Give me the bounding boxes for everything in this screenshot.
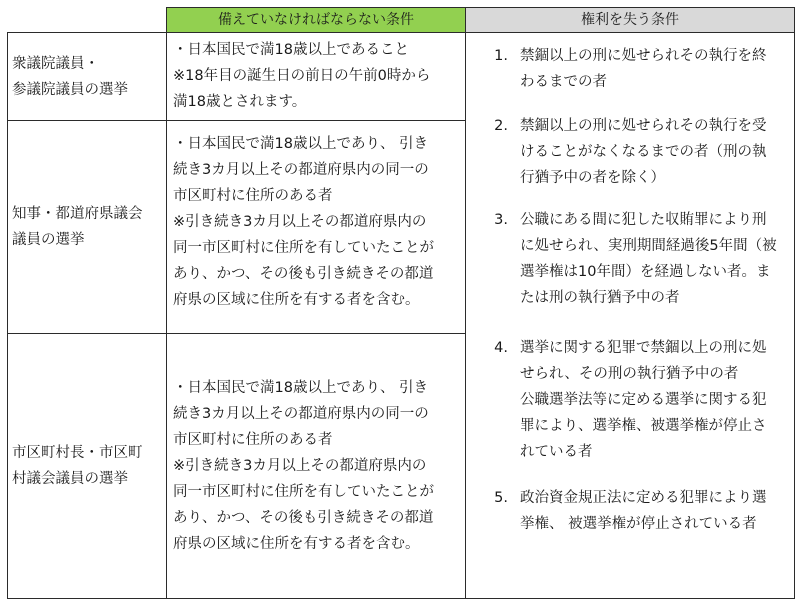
condition-line: ※18年目の誕生日の前日の午前0時から — [173, 68, 431, 84]
rights-item-line: 政治資金規正法に定める犯罪により選 — [520, 490, 767, 506]
condition-line: あり、かつ、その後も引き続きその都道 — [173, 510, 434, 526]
rights-item-line: 選挙に関する犯罪で禁錮以上の刑に処 — [520, 340, 767, 356]
row-label-line: 市区町村長・市区町 — [12, 445, 143, 461]
rights-item — [466, 485, 788, 537]
condition-line: 同一市区町村に住所を有していたことが — [173, 484, 434, 500]
rights-item-line: 公職選挙法等に定める選挙に関する犯 — [520, 392, 767, 408]
rights-item-line: 禁錮以上の刑に処せられその執行を終 — [520, 48, 767, 64]
rights-item-line: たは刑の執行猶予中の者 — [520, 290, 680, 306]
rights-item-line: に処せられ、実刑期間経過後5年間（被 — [520, 238, 777, 254]
condition-line: あり、かつ、その後も引き続きその都道 — [173, 266, 434, 282]
rights-loss-list — [465, 32, 795, 599]
condition-line: 同一市区町村に住所を有していたことが — [173, 240, 434, 256]
condition-line: 続き3カ月以上その都道府県内の同一の — [173, 162, 429, 178]
rights-item-number: 5. — [494, 490, 508, 506]
condition-line: ・日本国民で満18歳以上であり、 引き — [173, 380, 429, 396]
rights-item-line: 公職にある間に犯した収賄罪により刑 — [520, 212, 767, 228]
rights-item-line: わるまでの者 — [520, 74, 607, 90]
condition-line: ・日本国民で満18歳以上であり、 引き — [173, 136, 429, 152]
condition-line: 府県の区域に住所を有する者を含む。 — [173, 536, 420, 552]
conditions-header — [166, 7, 466, 33]
condition-line: 続き3カ月以上その都道府県内の同一の — [173, 406, 429, 422]
condition-line: 市区町村に住所のある者 — [173, 432, 333, 448]
rights-item-line: けることがなくなるまでの者（刑の執 — [520, 144, 767, 160]
row-label-line: 村議会議員の選挙 — [12, 471, 128, 487]
row-label-line: 知事・都道府県議会 — [12, 206, 143, 222]
rights-item-line: 禁錮以上の刑に処せられその執行を受 — [520, 118, 767, 134]
rights-header-text: 権利を失う条件 — [581, 12, 679, 28]
rights-item-line: せられ、その刑の執行猶予中の者 — [520, 366, 739, 382]
rights-item-number: 1. — [494, 48, 508, 64]
condition-line: 市区町村に住所のある者 — [173, 188, 333, 204]
condition-line: ※引き続き3カ月以上その都道府県内の — [173, 458, 427, 474]
row-label-line: 参議院議員の選挙 — [12, 81, 128, 98]
rights-item — [466, 43, 788, 95]
rights-item — [466, 335, 788, 465]
rights-item-line: 罪により、選挙権、被選挙権が停止さ — [520, 418, 767, 434]
row-label-prefecture — [7, 120, 167, 334]
conditions-municipal — [166, 333, 466, 599]
rights-item-line: 選挙権は10年間）を経過しない者。ま — [520, 264, 771, 280]
row-label-line: 衆議院議員・ — [12, 55, 99, 72]
condition-line: 府県の区域に住所を有する者を含む。 — [173, 292, 420, 308]
rights-item-line: れている者 — [520, 444, 593, 460]
rights-item-number: 2. — [494, 118, 508, 134]
rights-item — [466, 207, 788, 311]
rights-item-number: 3. — [494, 212, 508, 228]
condition-line: 満18歳とされます。 — [173, 94, 307, 110]
rights-item-line: 挙権、 被選挙権が停止されている者 — [520, 516, 757, 532]
row-label-line: 議員の選挙 — [12, 232, 85, 248]
rights-header — [465, 7, 795, 33]
rights-item — [466, 113, 788, 191]
conditions-prefecture — [166, 120, 466, 334]
conditions-header-text: 備えていなければならない条件 — [218, 12, 414, 28]
condition-line: ※引き続き3カ月以上その都道府県内の — [173, 214, 427, 230]
condition-line: ・日本国民で満18歳以上であること — [173, 42, 409, 58]
row-label-municipal — [7, 333, 167, 599]
rights-item-number: 4. — [494, 340, 508, 356]
row-label-diet — [7, 32, 167, 121]
rights-item-line: 行猶予中の者を除く） — [520, 170, 665, 186]
conditions-diet — [166, 32, 466, 121]
